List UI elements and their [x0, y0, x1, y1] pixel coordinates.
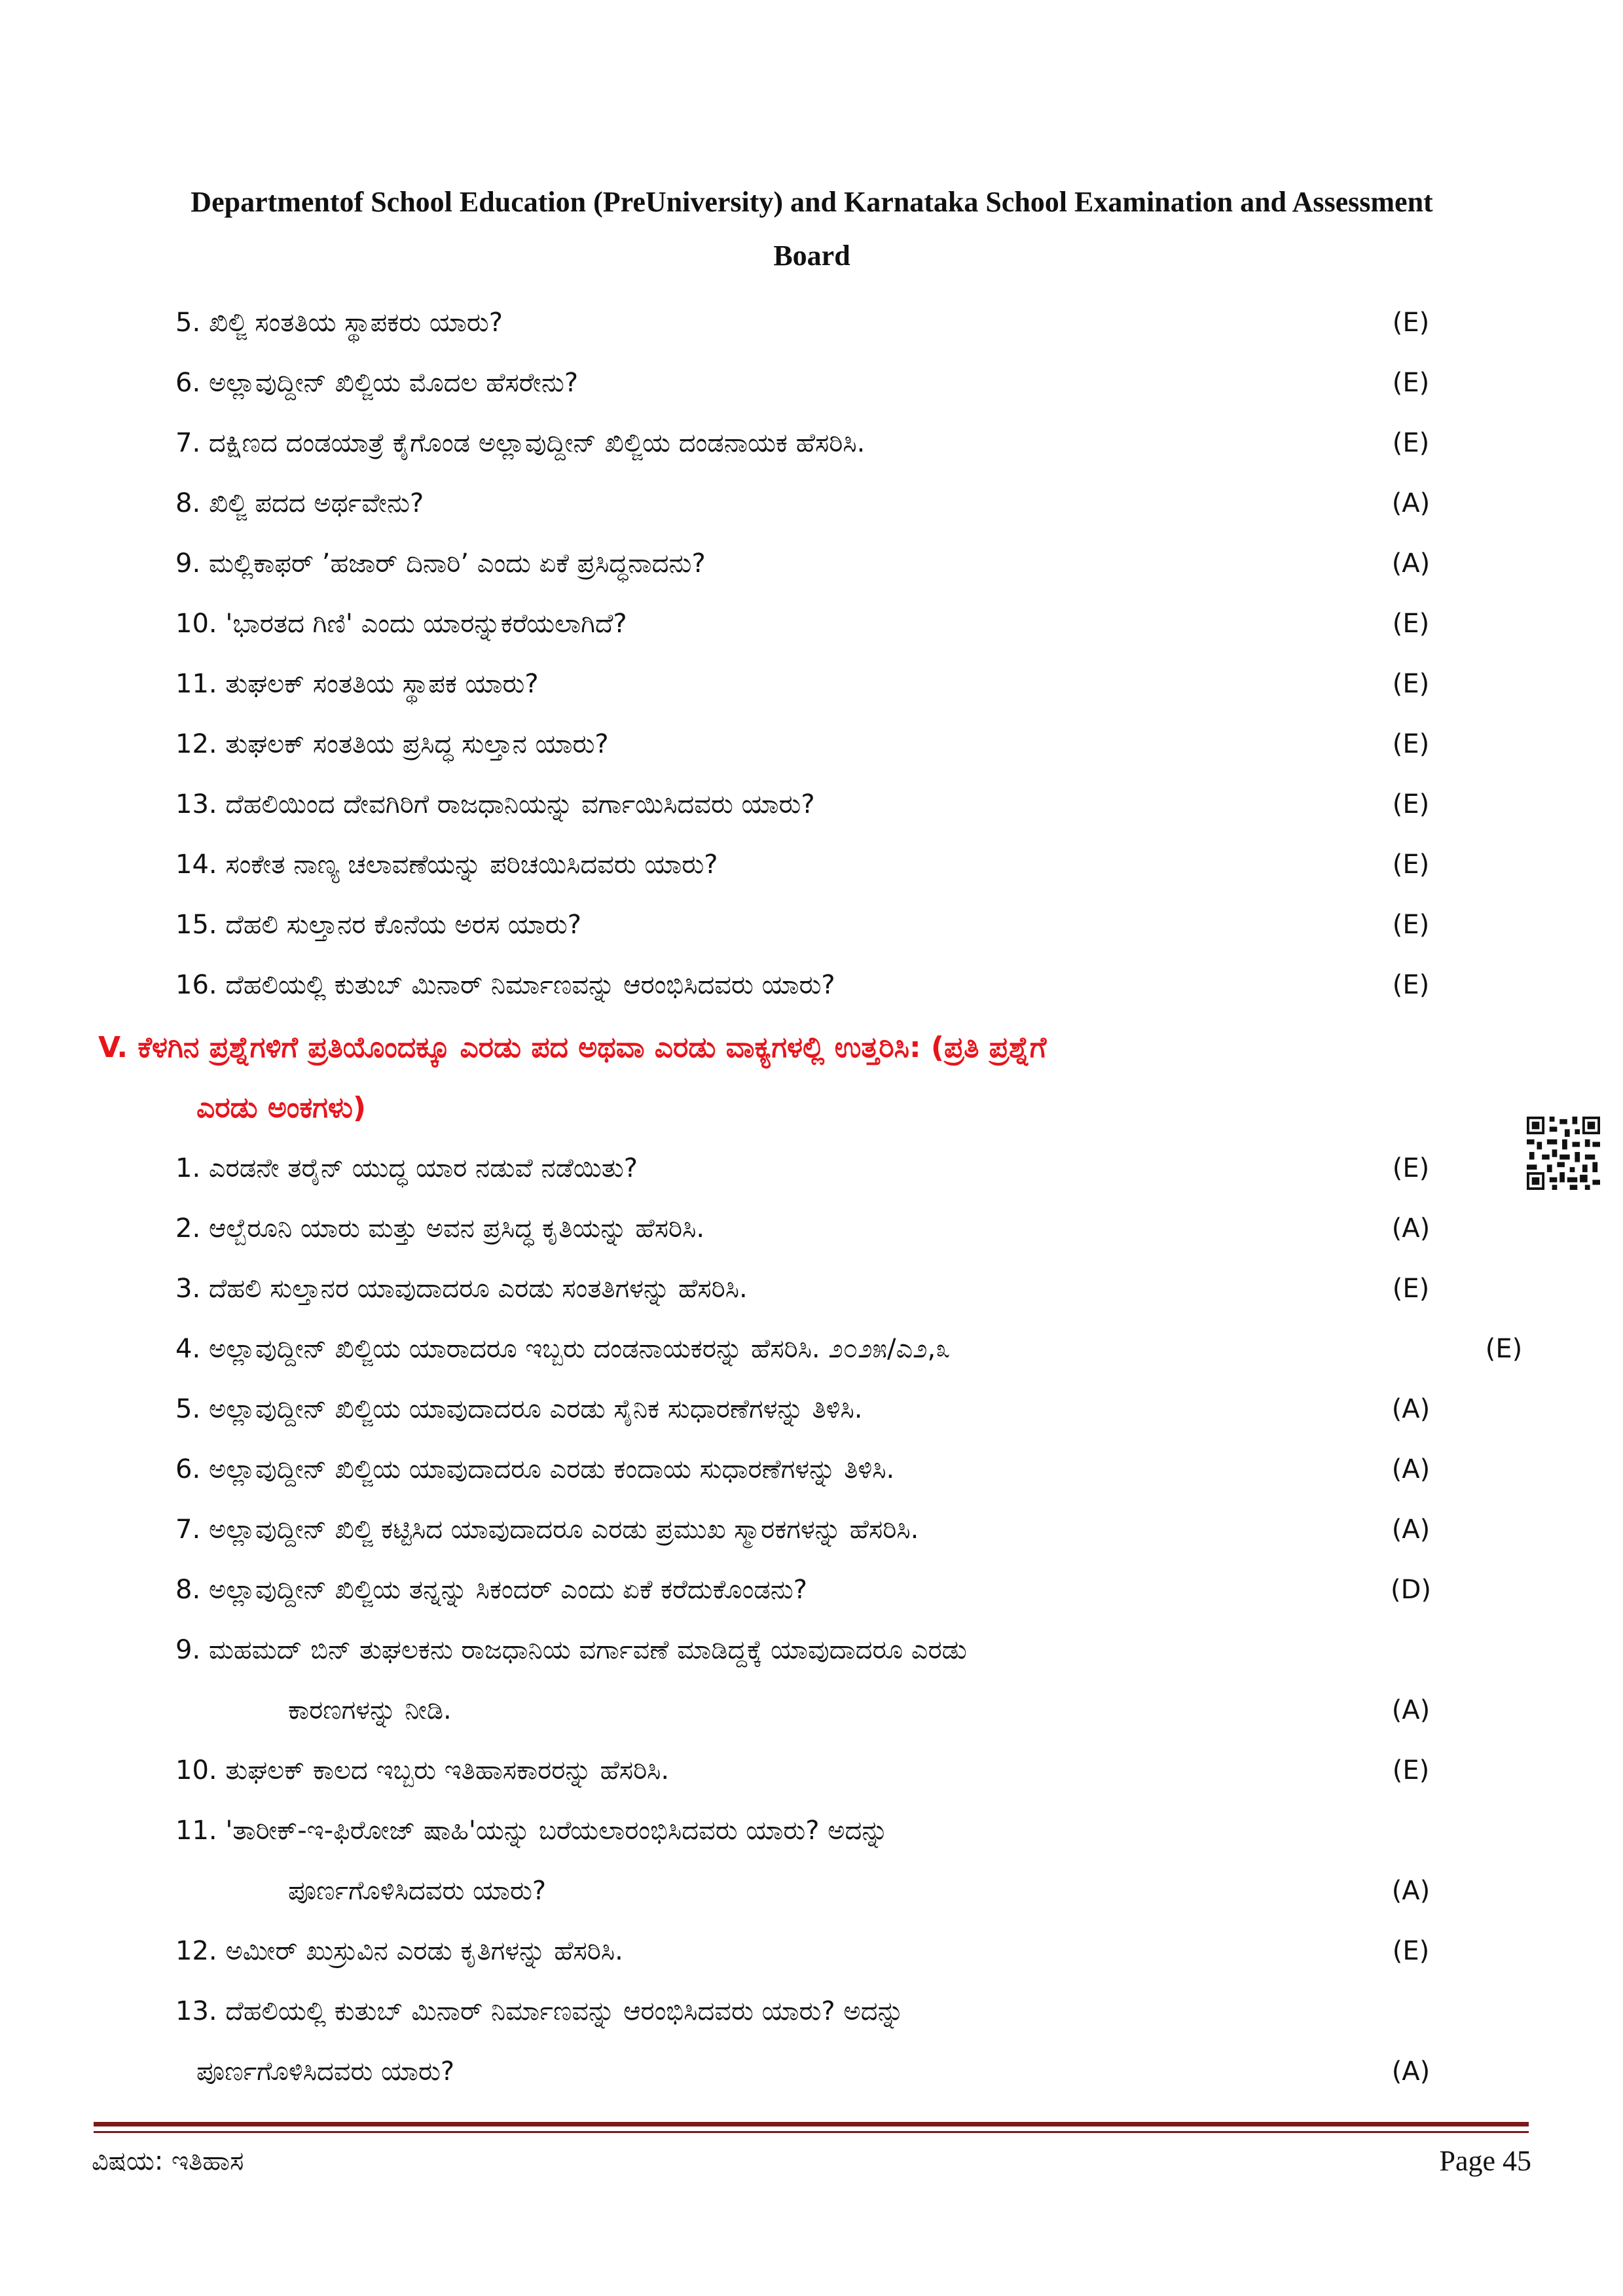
question-item: 12. ಅಮೀರ್ ಖುಸ್ರುವಿನ ಎರಡು ಕೃತಿಗಳನ್ನು ಹೆಸರಿಸಿ.: [175, 1936, 623, 1966]
qr-code-icon: [1527, 1117, 1600, 1190]
footer-rule-thin: [94, 2131, 1529, 2133]
question-item: 4. ಅಲ್ಲಾವುದ್ದೀನ್ ಖಿಲ್ಜಿಯ ಯಾರಾದರೂ ಇಬ್ಬರು ದಂಡನಾಯಕರನ್ನು ಹೆಸರಿಸಿ. ೨೦೨೫/ಎ೨,೩: [175, 1334, 951, 1364]
question-item: 16. ದೆಹಲಿಯಲ್ಲಿ ಕುತುಬ್ ಮಿನಾರ್ ನಿರ್ಮಾಣವನ್ನು ಆರಂಭಿಸಿದವರು ಯಾರು?: [175, 970, 835, 1000]
header-line-1: Departmentof School Education (PreUniversity) and Karnataka School Examination and Assessment: [191, 186, 1433, 218]
question-tag: (E): [1392, 850, 1430, 880]
question-item: 13. ದೆಹಲಿಯಿಂದ ದೇವಗಿರಿಗೆ ರಾಜಧಾನಿಯನ್ನು ವರ್ಗಾಯಿಸಿದವರು ಯಾರು?: [175, 789, 815, 819]
question-tag: (E): [1392, 669, 1430, 699]
question-tag: (A): [1391, 1454, 1431, 1484]
question-item: 10. ತುಘಲಕ್ ಕಾಲದ ಇಬ್ಬರು ಇತಿಹಾಸಕಾರರನ್ನು ಹೆಸರಿಸಿ.: [175, 1755, 670, 1785]
header-line-2: Board: [773, 240, 850, 272]
question-item: 1. ಎರಡನೇ ತರೈನ್ ಯುದ್ಧ ಯಾರ ನಡುವೆ ನಡೆಯಿತು?: [175, 1153, 638, 1183]
section-heading: V. ಕೆಳಗಿನ ಪ್ರಶ್ನೆಗಳಿಗೆ ಪ್ರತಿಯೊಂದಕ್ಕೂ ಎರಡು ಪದ ಅಥವಾ ಎರಡು ವಾಕ್ಯಗಳಲ್ಲಿ ಉತ್ತರಿಸಿ: (ಪ್ರತಿ ಪ್ರಶ್ನೆಗೆ: [98, 1031, 1047, 1064]
question-item: 7. ಅಲ್ಲಾವುದ್ದೀನ್ ಖಿಲ್ಜಿ ಕಟ್ಟಿಸಿದ ಯಾವುದಾದರೂ ಎರಡು ಪ್ರಮುಖ ಸ್ಮಾರಕಗಳನ್ನು ಹೆಸರಿಸಿ.: [175, 1515, 919, 1545]
footer-rule: [94, 2122, 1529, 2126]
question-item: 3. ದೆಹಲಿ ಸುಲ್ತಾನರ ಯಾವುದಾದರೂ ಎರಡು ಸಂತತಿಗಳನ್ನು ಹೆಸರಿಸಿ.: [175, 1274, 748, 1304]
question-item: 2. ಆಲ್ಬೆರೂನಿ ಯಾರು ಮತ್ತು ಅವನ ಪ್ರಸಿದ್ಧ ಕೃತಿಯನ್ನು ಹೆಸರಿಸಿ.: [175, 1213, 705, 1244]
question-item: 5. ಅಲ್ಲಾವುದ್ದೀನ್ ಖಿಲ್ಜಿಯ ಯಾವುದಾದರೂ ಎರಡು ಸೈನಿಕ ಸುಧಾರಣೆಗಳನ್ನು ತಿಳಿಸಿ.: [175, 1394, 863, 1424]
question-item: 14. ಸಂಕೇತ ನಾಣ್ಯ ಚಲಾವಣೆಯನ್ನು ಪರಿಚಯಿಸಿದವರು ಯಾರು?: [175, 850, 718, 880]
question-tag: (A): [1391, 1876, 1431, 1906]
question-tag: (E): [1392, 1936, 1430, 1966]
question-tag: (A): [1391, 1213, 1431, 1244]
question-tag: (E): [1392, 1153, 1430, 1183]
question-tag: (A): [1391, 488, 1431, 518]
question-tag: (A): [1391, 1515, 1431, 1545]
question-item: 15. ದೆಹಲಿ ಸುಲ್ತಾನರ ಕೊನೆಯ ಅರಸ ಯಾರು?: [175, 910, 581, 940]
question-item: 6. ಅಲ್ಲಾವುದ್ದೀನ್ ಖಿಲ್ಜಿಯ ಯಾವುದಾದರೂ ಎರಡು ಕಂದಾಯ ಸುಧಾರಣೆಗಳನ್ನು ತಿಳಿಸಿ.: [175, 1454, 895, 1484]
question-tag: (A): [1391, 1695, 1431, 1725]
question-item: 11. ತುಘಲಕ್ ಸಂತತಿಯ ಸ್ಥಾಪಕ ಯಾರು?: [175, 669, 539, 699]
question-tag: (E): [1392, 970, 1430, 1000]
section-heading-cont: ಎರಡು ಅಂಕಗಳು): [196, 1091, 366, 1124]
question-item: 8. ಅಲ್ಲಾವುದ್ದೀನ್ ಖಿಲ್ಜಿಯ ತನ್ನನ್ನು ಸಿಕಂದರ್ ಎಂದು ಏಕೆ ಕರೆದುಕೊಂಡನು?: [175, 1575, 807, 1605]
question-tag: (E): [1392, 729, 1430, 759]
question-tag: (E): [1392, 910, 1430, 940]
question-tag: (E): [1392, 1755, 1430, 1785]
question-tag: (E): [1392, 308, 1430, 338]
question-tag: (E): [1392, 609, 1430, 639]
question-tag: (E): [1485, 1334, 1523, 1364]
question-item-cont: ಕಾರಣಗಳನ್ನು ನೀಡಿ.: [288, 1695, 452, 1725]
question-tag: (D): [1390, 1575, 1431, 1605]
question-item: 5. ಖಿಲ್ಜಿ ಸಂತತಿಯ ಸ್ಥಾಪಕರು ಯಾರು?: [175, 308, 503, 338]
question-tag: (E): [1392, 789, 1430, 819]
question-item: 8. ಖಿಲ್ಜಿ ಪದದ ಅರ್ಥವೇನು?: [175, 488, 424, 518]
question-item: 9. ಮಲ್ಲಿಕಾಫರ್ ’ಹಜಾರ್ ದಿನಾರಿ’ ಎಂದು ಏಕೆ ಪ್ರಸಿದ್ಧನಾದನು?: [175, 548, 706, 579]
question-item-cont: ಪೂರ್ಣಗೊಳಿಸಿದವರು ಯಾರು?: [288, 1876, 547, 1906]
question-item: 10. 'ಭಾರತದ ಗಿಣಿ' ಎಂದು ಯಾರನ್ನುಕರೆಯಲಾಗಿದೆ?: [175, 609, 627, 639]
document-header: [98, 175, 1525, 283]
question-tag: (E): [1392, 1274, 1430, 1304]
page-number: Page 45: [1439, 2145, 1531, 2177]
question-tag: (E): [1392, 428, 1430, 458]
question-item: 7. ದಕ್ಷಿಣದ ದಂಡಯಾತ್ರೆ ಕೈಗೊಂಡ ಅಲ್ಲಾವುದ್ದೀನ್ ಖಿಲ್ಜಿಯ ದಂಡನಾಯಕ ಹೆಸರಿಸಿ.: [175, 428, 866, 458]
question-item: 12. ತುಘಲಕ್ ಸಂತತಿಯ ಪ್ರಸಿದ್ಧ ಸುಲ್ತಾನ ಯಾರು?: [175, 729, 609, 759]
footer-subject: ವಿಷಯ: ಇತಿಹಾಸ: [92, 2146, 244, 2176]
question-item: 9. ಮಹಮದ್ ಬಿನ್ ತುಘಲಕನು ರಾಜಧಾನಿಯ ವರ್ಗಾವಣೆ ಮಾಡಿದ್ದಕ್ಕೆ ಯಾವುದಾದರೂ ಎರಡು: [175, 1635, 967, 1665]
question-tag: (E): [1392, 368, 1430, 398]
question-item-cont: ಪೂರ್ಣಗೊಳಿಸಿದವರು ಯಾರು?: [196, 2056, 455, 2087]
question-tag: (A): [1391, 2056, 1431, 2087]
question-item: 13. ದೆಹಲಿಯಲ್ಲಿ ಕುತುಬ್ ಮಿನಾರ್ ನಿರ್ಮಾಣವನ್ನು ಆರಂಭಿಸಿದವರು ಯಾರು? ಅದನ್ನು: [175, 1996, 904, 2026]
question-tag: (A): [1391, 548, 1431, 579]
question-tag: (A): [1391, 1394, 1431, 1424]
question-item: 6. ಅಲ್ಲಾವುದ್ದೀನ್ ಖಿಲ್ಜಿಯ ಮೊದಲ ಹೆಸರೇನು?: [175, 368, 579, 398]
question-item: 11. 'ತಾರೀಕ್-ಇ-ಫಿರೋಜ್ ಷಾಹಿ'ಯನ್ನು ಬರೆಯಲಾರಂಭಿಸಿದವರು ಯಾರು? ಅದನ್ನು: [175, 1816, 888, 1846]
